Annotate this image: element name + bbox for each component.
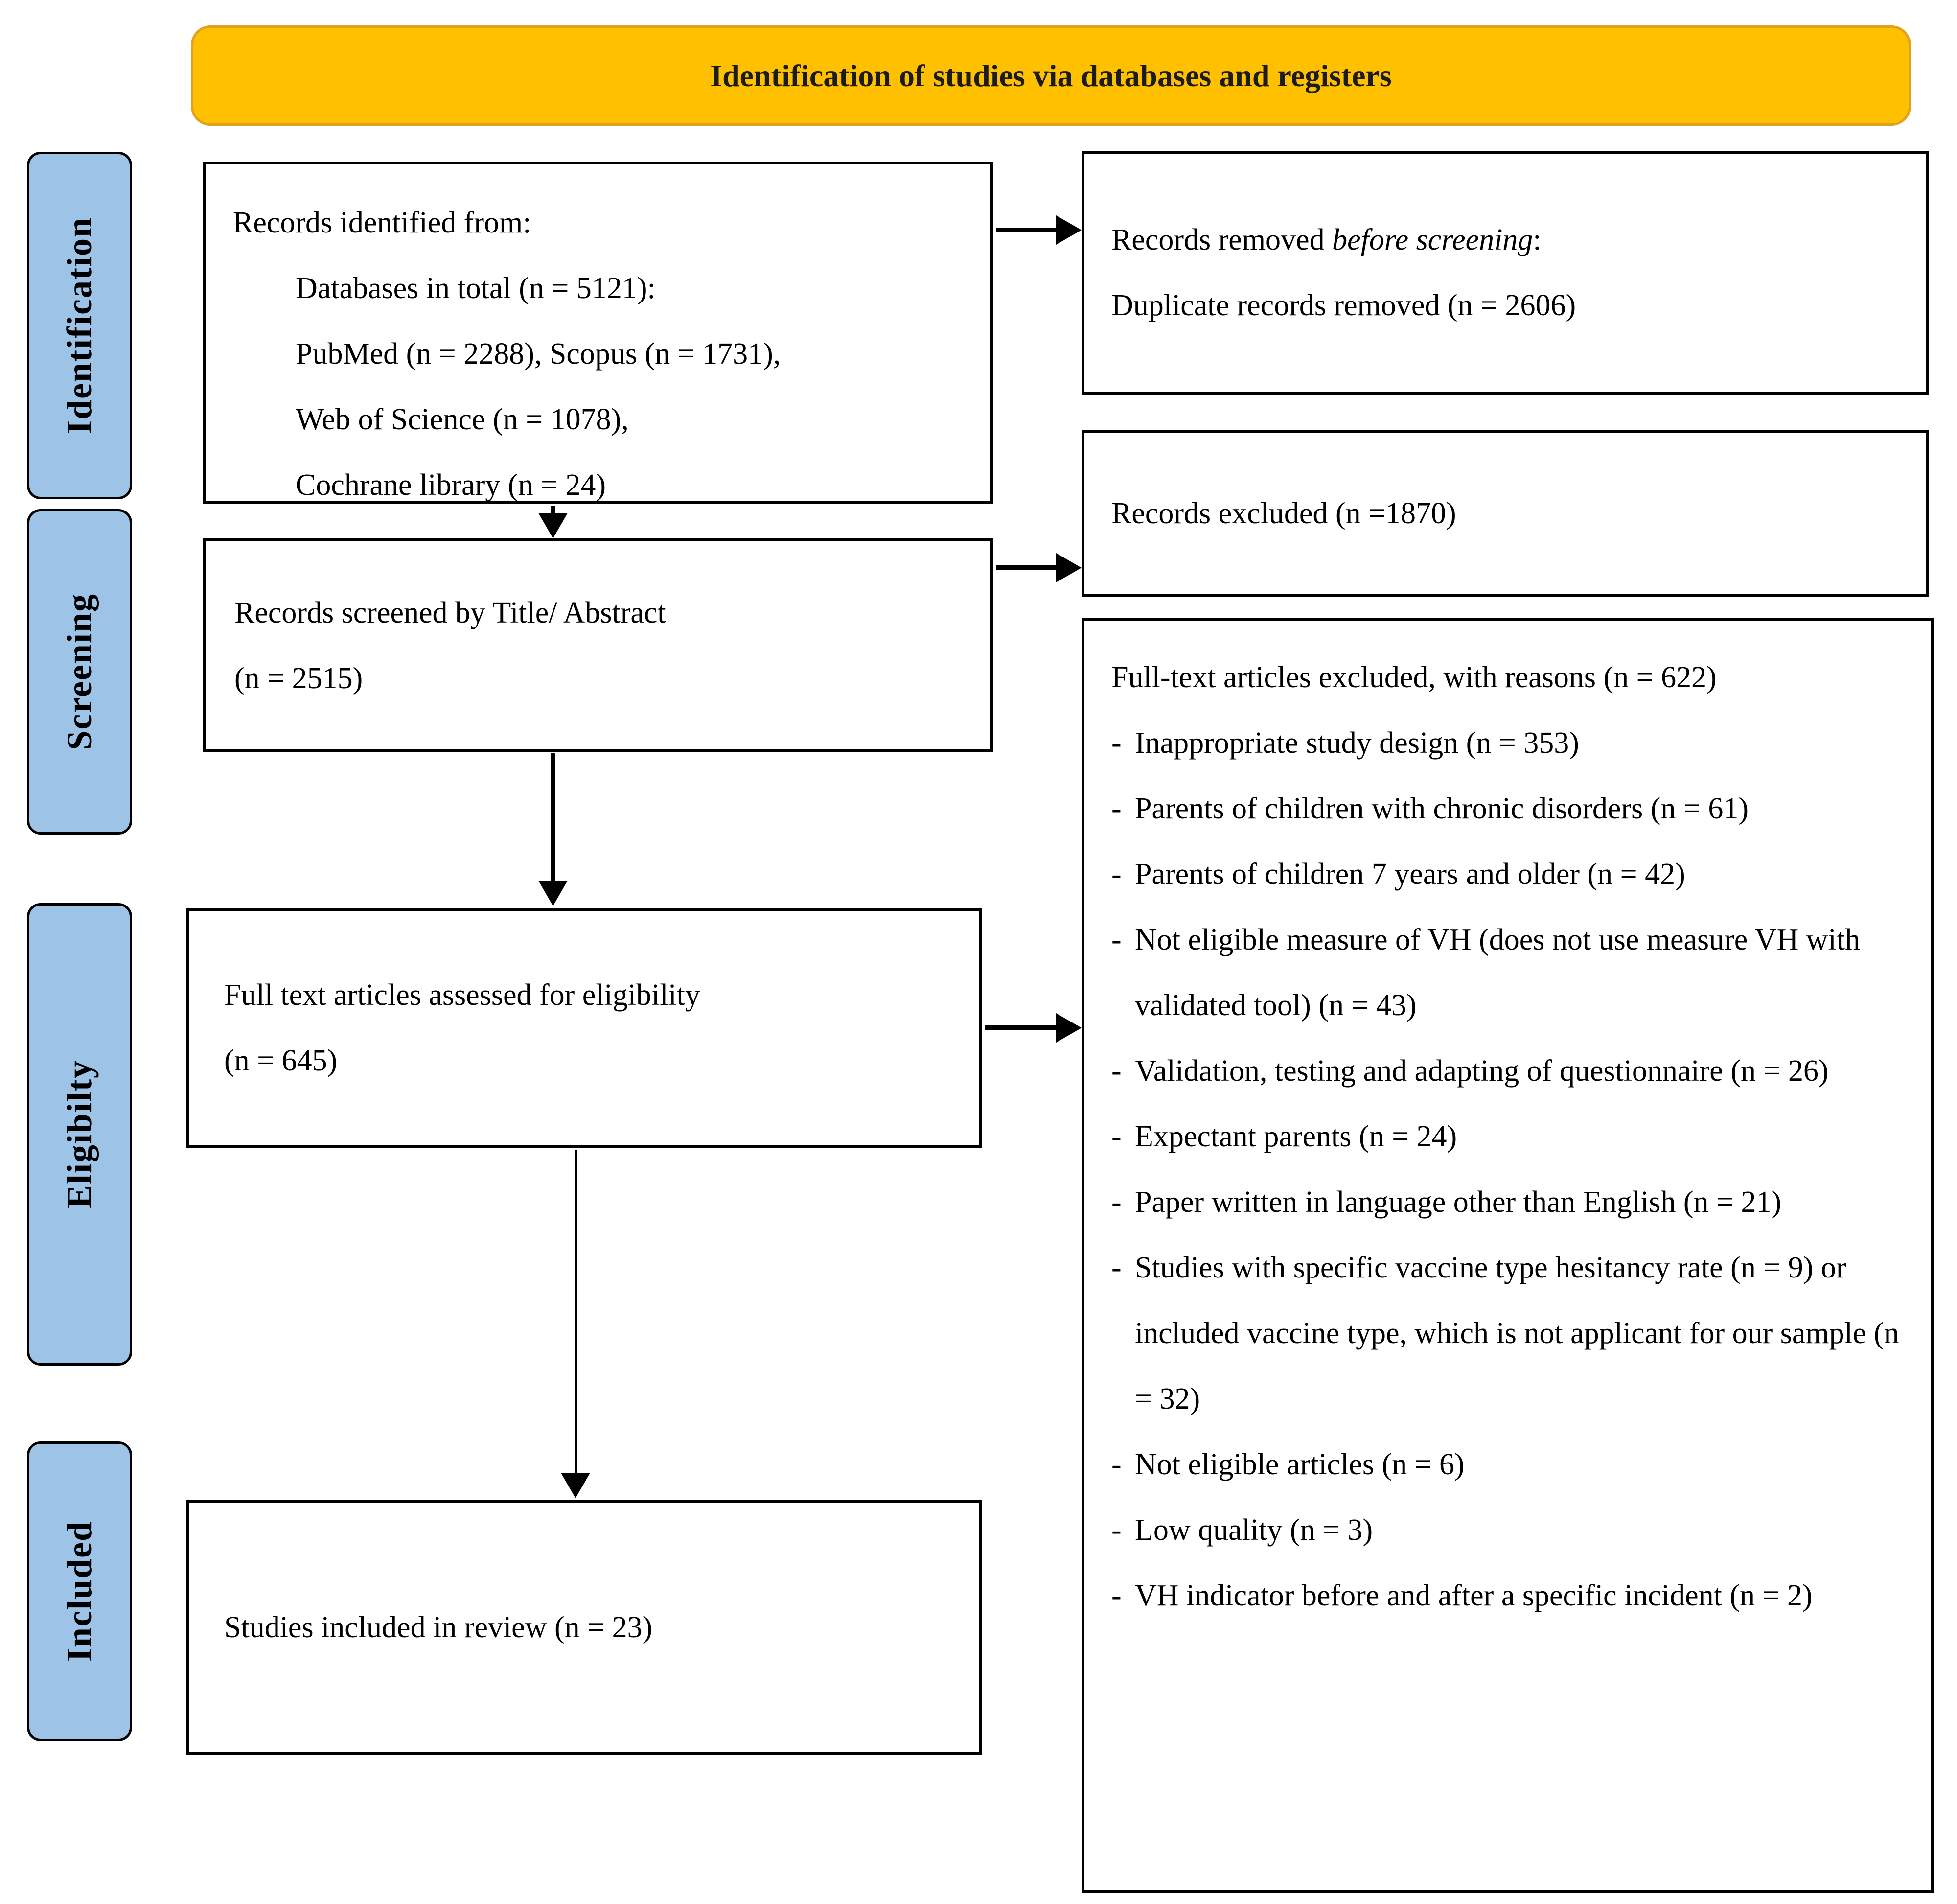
- exclusion-reason: [1111, 1235, 1907, 1432]
- exclusion-reason-text: Low quality (n = 3): [1135, 1513, 1373, 1547]
- arrow-identified-to-screened: [538, 506, 568, 538]
- bullet-dash: -: [1111, 1579, 1122, 1612]
- banner-title: Identification of studies via databases and registers: [191, 25, 1911, 126]
- exclusion-reason-text: Parents of children with chronic disorders (n = 61): [1135, 792, 1749, 825]
- records-removed-line1: [1111, 207, 1926, 273]
- exclusion-reason: [1111, 1497, 1907, 1563]
- bullet-dash: -: [1111, 1448, 1122, 1481]
- records-screened-line2: (n = 2515): [234, 661, 363, 695]
- bullet-dash: -: [1111, 1251, 1122, 1284]
- records-removed-line2: Duplicate records removed (n = 2606): [1111, 289, 1576, 322]
- fulltext-assessed-line1: Full text articles assessed for eligibility: [224, 978, 700, 1012]
- stage-eligibility-label: Eligibilty: [60, 1060, 99, 1209]
- exclusion-reason-text: Expectant parents (n = 24): [1135, 1120, 1457, 1153]
- bullet-dash: -: [1111, 1120, 1122, 1153]
- records-identified-item: PubMed (n = 2288), Scopus (n = 1731),: [296, 337, 781, 371]
- exclusion-reason-text: Studies with specific vaccine type hesitancy rate (n = 9) or included vaccine type, which is not applicant for our sample (n = 32): [1135, 1251, 1899, 1416]
- exclusion-reason-text: Not eligible measure of VH (does not use measure VH with validated tool) (n = 43): [1135, 923, 1860, 1022]
- records-identified-box: [203, 162, 993, 504]
- records-screened-line1: Records screened by Title/ Abstract: [234, 596, 666, 629]
- stage-eligibility: [27, 903, 132, 1366]
- stage-included: [27, 1441, 132, 1741]
- fulltext-assessed-box: [186, 908, 982, 1148]
- stage-included-label: Included: [60, 1520, 99, 1662]
- arrow-shaft: [551, 506, 555, 513]
- fulltext-excluded-box: [1082, 618, 1934, 1893]
- records-removed-prefix: Records removed: [1111, 223, 1333, 256]
- arrow-shaft: [575, 1150, 577, 1473]
- records-screened-box: [203, 538, 993, 752]
- bullet-dash: -: [1111, 792, 1122, 825]
- records-removed-box: [1082, 151, 1929, 395]
- fulltext-excluded-title: Full-text articles excluded, with reasons (n = 622): [1111, 661, 1717, 694]
- bullet-dash: -: [1111, 1185, 1122, 1219]
- arrow-screened-to-assessed: [538, 753, 568, 906]
- exclusion-reason: [1111, 1563, 1907, 1628]
- exclusion-reason-text: Not eligible articles (n = 6): [1135, 1448, 1465, 1481]
- bullet-dash: -: [1111, 726, 1122, 760]
- studies-included-text: Studies included in review (n = 23): [224, 1611, 653, 1644]
- records-identified-item: Cochrane library (n = 24): [296, 468, 606, 502]
- arrow-head-icon: [1056, 1013, 1082, 1043]
- stage-identification-label: Identification: [60, 216, 99, 434]
- bullet-dash: -: [1111, 858, 1122, 891]
- exclusion-reason-text: VH indicator before and after a specific incident (n = 2): [1135, 1579, 1813, 1612]
- stage-screening-label: Screening: [60, 593, 99, 750]
- exclusion-reason: [1111, 907, 1907, 1038]
- exclusion-reason-text: Paper written in language other than English (n = 21): [1135, 1185, 1782, 1219]
- exclusion-reason: [1111, 1038, 1907, 1104]
- exclusion-reason: [1111, 1169, 1907, 1235]
- bullet-dash: -: [1111, 1054, 1122, 1088]
- studies-included-box: [186, 1500, 982, 1755]
- records-removed-italic: before screening: [1332, 223, 1533, 256]
- arrow-assessed-to-ftexcluded: [985, 1013, 1082, 1043]
- fulltext-assessed-line2: (n = 645): [224, 1044, 338, 1077]
- arrow-head-icon: [538, 881, 568, 906]
- bullet-dash: -: [1111, 1513, 1122, 1547]
- exclusion-reason: [1111, 776, 1907, 841]
- exclusion-reason-text: Parents of children 7 years and older (n = 42): [1135, 858, 1685, 891]
- exclusion-reason: [1111, 710, 1907, 776]
- arrow-head-icon: [561, 1473, 590, 1498]
- exclusion-reason: [1111, 1104, 1907, 1169]
- records-removed-suffix: :: [1533, 223, 1542, 256]
- arrow-shaft: [551, 753, 555, 881]
- records-identified-title: Records identified from:: [233, 206, 531, 239]
- records-excluded-box: [1082, 430, 1929, 597]
- exclusion-reason: [1111, 1432, 1907, 1497]
- arrow-head-icon: [538, 513, 568, 538]
- arrow-assessed-to-included: [561, 1150, 590, 1498]
- arrow-screened-to-excluded: [996, 553, 1082, 582]
- exclusion-reason: [1111, 841, 1907, 907]
- bullet-dash: -: [1111, 923, 1122, 956]
- arrow-shaft: [996, 565, 1056, 570]
- records-identified-item: Web of Science (n = 1078),: [296, 403, 629, 436]
- stage-screening: [27, 509, 132, 835]
- exclusion-reason-text: Validation, testing and adapting of questionnaire (n = 26): [1135, 1054, 1829, 1088]
- arrow-head-icon: [1056, 215, 1082, 245]
- arrow-identified-to-removed: [996, 215, 1082, 245]
- arrow-head-icon: [1056, 553, 1082, 582]
- arrow-shaft: [985, 1025, 1056, 1030]
- arrow-shaft: [996, 228, 1056, 232]
- records-excluded-text: Records excluded (n =1870): [1111, 497, 1456, 530]
- exclusion-reason-text: Inappropriate study design (n = 353): [1135, 726, 1579, 760]
- stage-identification: [27, 152, 132, 499]
- records-identified-item: Databases in total (n = 5121):: [296, 272, 656, 305]
